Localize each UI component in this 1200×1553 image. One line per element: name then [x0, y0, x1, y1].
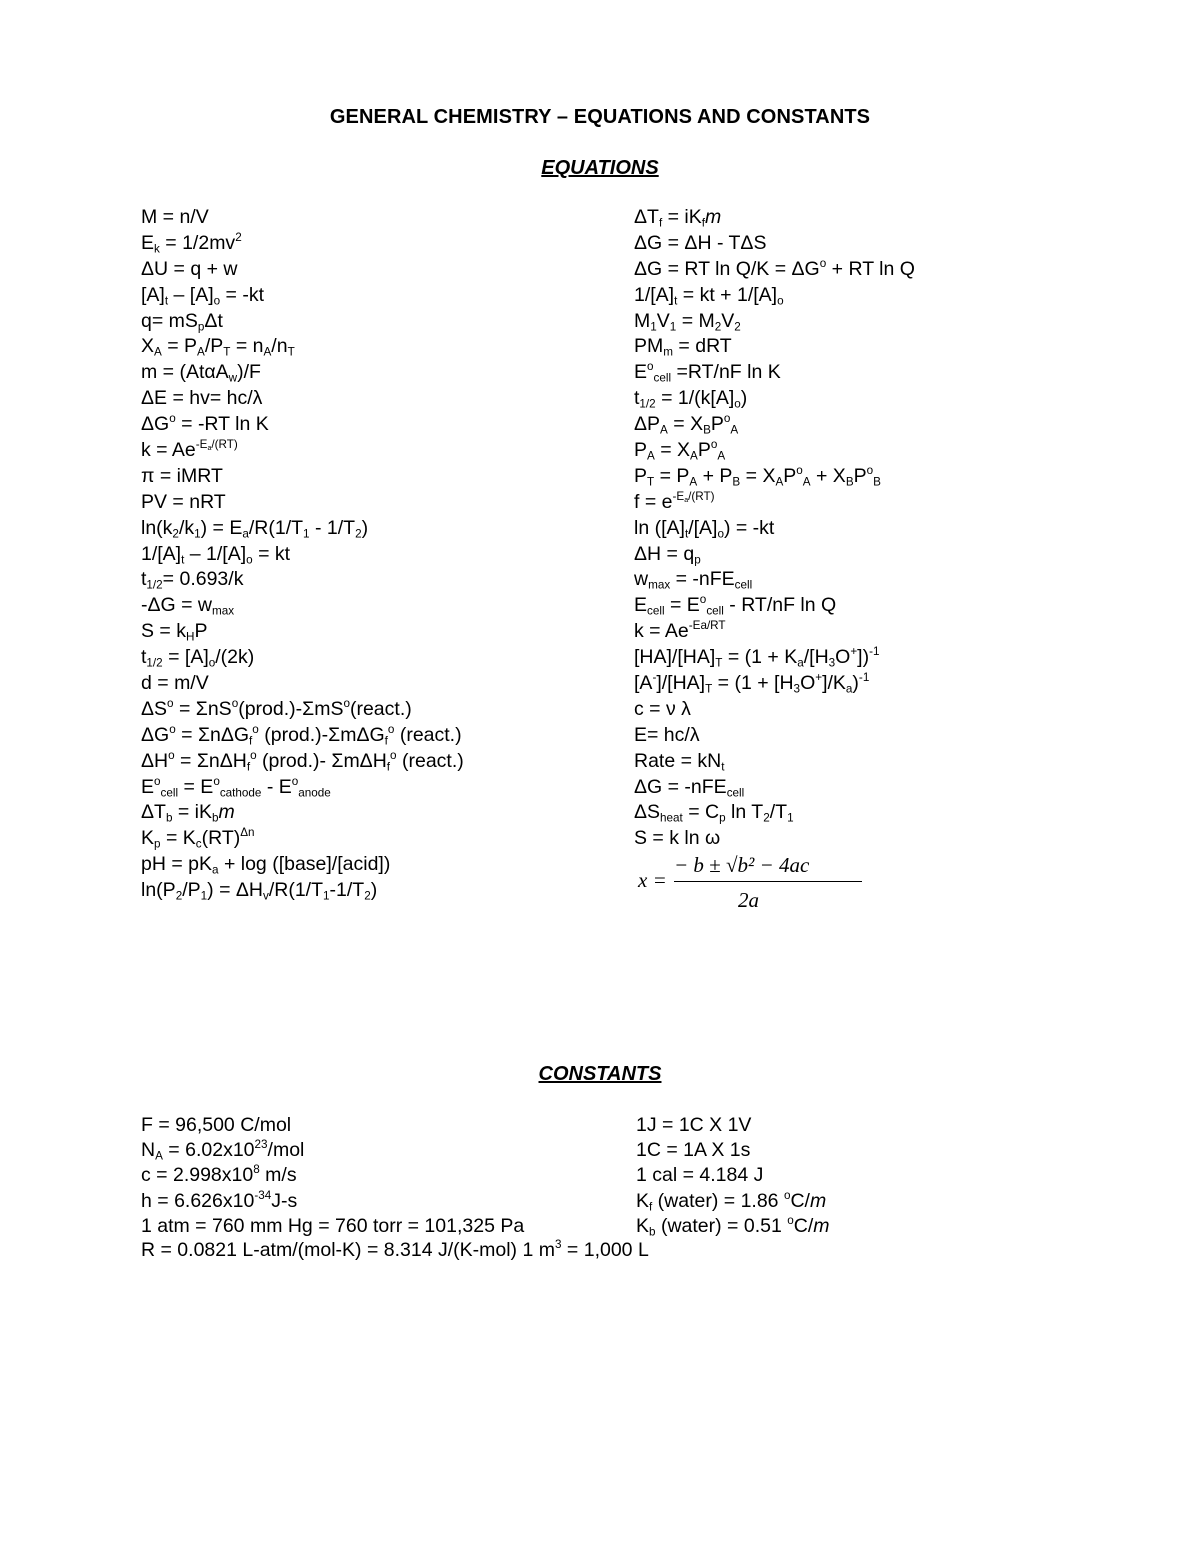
constants-heading: CONSTANTS	[538, 1063, 662, 1085]
equation-line: $t_{1/2}= 0.693/k$	[141, 568, 244, 592]
equation-line: $\Delta T_f = iK_fm$	[634, 206, 722, 230]
equation-line: Rate = $kN_t$	[634, 749, 725, 774]
equation-line: $1/[A]_t$ = kt + $1/[A]_o$	[634, 283, 784, 308]
constant-line: 1 atm = 760 mm Hg = 760 torr = 101,325 Pa	[141, 1214, 525, 1237]
equation-line: $M_1V_1 = M_2V_2$	[634, 309, 741, 334]
equation-line: $PM_m$ = dRT	[634, 335, 732, 359]
constant-line: $c = 2.998x10^8$ m/s	[141, 1163, 297, 1187]
equation-line: ΔG = RT $\ln Q/K = \Delta G^o$ + RT ln Q	[634, 256, 915, 280]
equation-line: ΔU = q + w	[141, 257, 238, 280]
constant-line: $N_A = 6.02x10^{23}/mol$	[141, 1138, 305, 1163]
equation-line: $K_p = K_c(RT)^{\Delta n}$	[141, 826, 255, 851]
equation-line: $P_A = X_AP^o_A$	[634, 437, 726, 463]
equation-line: $f = e^{-E_a/(RT)}$	[634, 489, 715, 513]
equation-line: $-\Delta G = w_{max}$	[141, 594, 235, 618]
equation-line: S = k ln ω	[634, 827, 721, 850]
fraction-bar	[674, 881, 862, 882]
quadratic-numerator: − b ± √b² − 4ac	[674, 853, 810, 877]
equation-line: $q= mS_p\Delta t$	[141, 309, 223, 334]
equation-line: ΔE = hv= hc/λ	[141, 387, 263, 410]
equation-line: $\Delta P_A = X_BP^o_A$	[634, 411, 739, 437]
equation-line: $k = Ae^{-Ea/RT}$	[634, 619, 726, 643]
constant-line: 1 cal = 4.184 J	[636, 1164, 764, 1187]
equation-line: d = m/V	[141, 672, 209, 695]
quadratic-formula	[638, 848, 838, 918]
quadratic-lhs: x =	[638, 868, 667, 892]
equation-line: $\ln(P_2/P_1) = \Delta H_v/R(1/T_1-1/T_2)$	[141, 879, 378, 903]
constant-line: 1J = 1C X 1V	[636, 1114, 752, 1136]
equation-line: $\Delta G^o = -RT$ ln K	[141, 411, 269, 436]
equation-line: E= hc/λ	[634, 723, 700, 746]
equations-left-column	[141, 205, 464, 904]
equation-line: $1/[A]_t - 1/[A]_o$ = kt	[141, 542, 291, 567]
equation-line: $[A^-]/[HA]_T = (1 + [H_3O^+]/K_a)^{-1}$	[634, 670, 870, 696]
equation-line: $[HA]/[HA]_T = (1 + K_a/[H_3O^+])^{-1}$	[634, 644, 880, 670]
equation-line: c = ν λ	[634, 697, 691, 720]
equations-heading: EQUATIONS	[541, 157, 659, 179]
equation-line: $k = Ae^{-E_a/(RT)}$	[141, 437, 238, 462]
equation-line: $\ln(k_2/k_1) = E_a/R(1/T_1 - 1/T_2)$	[141, 516, 369, 541]
constant-line: 1C = 1A X 1s	[636, 1139, 751, 1162]
equation-line: $E^o_{cell} = E^o_{cathode} - E^o_{anode}$	[141, 774, 331, 800]
equation-line: $[A]_t - [A]_o = -kt$	[141, 283, 265, 308]
equation-line: $X_A = P_A/P_T = n_A/n_T$	[141, 335, 295, 359]
constants-right-column	[636, 1113, 829, 1239]
equation-line: $t_{1/2} = [A]_o/(2k)$	[141, 646, 255, 670]
equation-line: $\Delta H = q_p$	[634, 542, 701, 567]
equation-line: $t_{1/2} = 1/(k[A]_o)$	[634, 387, 748, 411]
equation-line: $P_T = P_A + P_B = X_AP^o_A + X_BP^o_B$	[634, 463, 881, 489]
constant-line: $K_f$ (water) = 1.86 $^o$C/m	[636, 1188, 827, 1214]
equation-line: ΔG = ΔH - TΔS	[634, 231, 767, 254]
equation-line: $E_k = 1/2mv^2$	[141, 230, 242, 256]
equation-line: M = n/V	[141, 206, 209, 228]
constant-line: F = 96,500 C/mol	[141, 1114, 292, 1136]
constants-left-column	[141, 1113, 524, 1239]
equations-right-column	[634, 205, 915, 852]
equation-line: PV = nRT	[141, 490, 226, 513]
constant-line: $K_b$ (water) = 0.51 $^o$C/m	[636, 1213, 830, 1239]
equation-line: $\Delta H^o = \Sigma n\Delta H_f^o$ (prod.)- ΣmΔH$_f^o$ (react.)	[141, 748, 464, 774]
equation-line: m = (AtαA$_w$)/F	[141, 361, 261, 385]
quadratic-denominator: 2a	[738, 888, 759, 912]
equation-line: $E_{cell} = E^o_{cell} - RT/nF$ ln Q	[634, 593, 837, 618]
equation-line: $\Delta S_{heat} = C_p$ $\ln T_2/T_1$	[634, 801, 794, 825]
equation-line: $\Delta G^o = \Sigma n\Delta G_f^o$ (prod.)-ΣmΔG$_f^o$ (react.)	[141, 722, 462, 748]
equation-line: $S = k_HP$	[141, 620, 208, 644]
page-title: GENERAL CHEMISTRY – EQUATIONS AND CONSTANTS	[329, 106, 871, 128]
equation-line: $\Delta T_b = iK_bm$	[141, 801, 235, 825]
equation-line: $\ln ([A]_t/[A]_o) = -kt$	[634, 516, 775, 541]
equation-line: ΔG = -nFE$_{cell}$	[634, 775, 745, 800]
constant-line: $h = 6.626x10^{-34}J-s$	[141, 1188, 298, 1212]
equation-line: $E^o_{cell} =RT/nF$ ln K	[634, 360, 781, 385]
gas-constant-line: R = 0.0821 L-atm/(mol-K) = 8.314 J/(K-mol) 1 $m^3 = 1,000$ L	[141, 1237, 649, 1261]
equation-line: $w_{max} = -nFE_{cell}$	[634, 568, 753, 592]
equation-line: π = iMRT	[141, 464, 223, 487]
equation-line: $\Delta S^o$ = ΣnS$^o$(prod.)-ΣmS$^o$(react.)	[141, 696, 412, 720]
equation-line: pH = $pK_a + \log$ ([base]/[acid])	[141, 853, 391, 877]
